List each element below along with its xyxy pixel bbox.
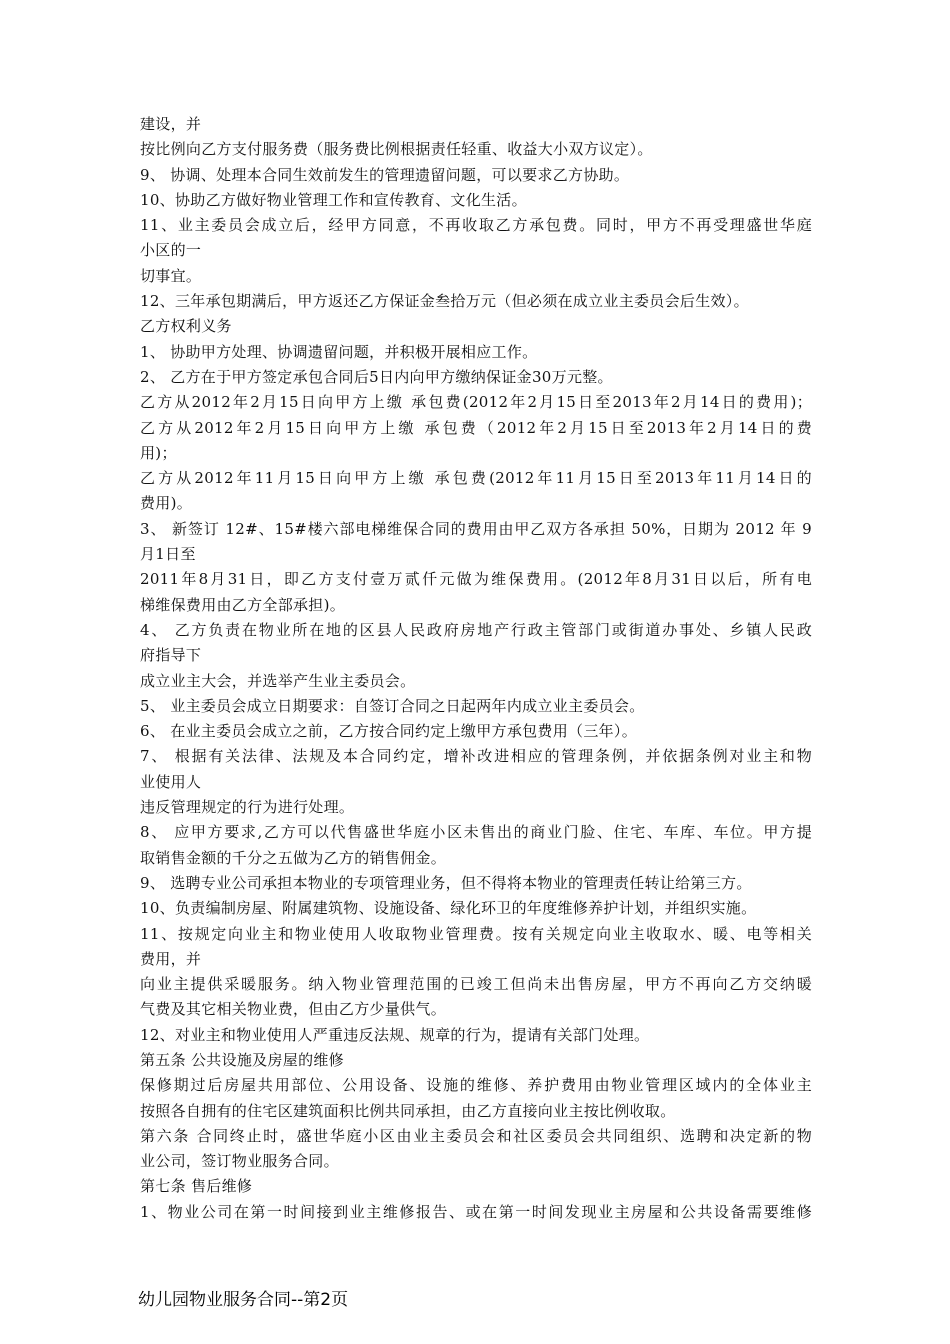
text-line: 11、业主委员会成立后，经甲方同意，不再收取乙方承包费。同时，甲方不再受理盛世华庭 bbox=[140, 216, 812, 235]
text-line: 8、 应甲方要求,乙方可以代售盛世华庭小区未售出的商业门脸、住宅、车库、车位。甲方提 bbox=[140, 823, 812, 842]
text-line: 乙方从2012年11月15日向甲方上缴 承包费(2012年11月15日至2013年11月14日的 bbox=[140, 469, 812, 488]
text-line: 7、 根据有关法律、法规及本合同约定，增补改进相应的管理条例，并依据条例对业主和物 bbox=[140, 747, 812, 766]
text-line: 费用，并 bbox=[140, 949, 202, 968]
text-line: 用)； bbox=[140, 443, 177, 462]
text-line: 2011年8月31日，即乙方支付壹万贰仟元做为维保费用。(2012年8月31日以后，所有电 bbox=[140, 570, 812, 589]
text-line: 按照各自拥有的住宅区建筑面积比例共同承担，由乙方直接向业主按比例收取。 bbox=[140, 1101, 676, 1120]
text-line: 9、 选聘专业公司承担本物业的专项管理业务，但不得将本物业的管理责任转让给第三方。 bbox=[140, 873, 752, 892]
text-line: 保修期过后房屋共用部位、公用设备、设施的维修、养护费用由物业管理区域内的全体业主 bbox=[140, 1076, 812, 1095]
text-line: 1、 协助甲方处理、协调遗留问题，并积极开展相应工作。 bbox=[140, 342, 538, 361]
text-line: 乙方从2012年2月15日向甲方上缴 承包费（2012年2月15日至2013年2月14日的费 bbox=[140, 418, 812, 437]
text-line: 第七条 售后维修 bbox=[140, 1177, 253, 1196]
text-line: 第五条 公共设施及房屋的维修 bbox=[140, 1050, 344, 1069]
text-line: 切事宜。 bbox=[140, 266, 202, 285]
text-line: 按比例向乙方支付服务费（服务费比例根据责任轻重、收益大小双方议定）。 bbox=[140, 140, 653, 159]
text-line: 建设，并 bbox=[140, 115, 202, 133]
text-line: 气费及其它相关物业费，但由乙方少量供气。 bbox=[140, 1000, 447, 1019]
text-line: 1、物业公司在第一时间接到业主维修报告、或在第一时间发现业主房屋和公共设备需要维修 bbox=[140, 1202, 812, 1221]
text-line: 业使用人 bbox=[140, 772, 202, 791]
text-line: 6、 在业主委员会成立之前，乙方按合同约定上缴甲方承包费用（三年）。 bbox=[140, 722, 638, 741]
text-line: 向业主提供采暖服务。纳入物业管理范围的已竣工但尚未出售房屋，甲方不再向乙方交纳暖 bbox=[140, 975, 812, 994]
text-line: 10、协助乙方做好物业管理工作和宣传教育、文化生活。 bbox=[140, 190, 527, 209]
text-line: 成立业主大会，并选举产生业主委员会。 bbox=[140, 671, 416, 690]
text-line: 乙方权利义务 bbox=[140, 317, 232, 336]
text-line: 业公司，签订物业服务合同。 bbox=[140, 1152, 339, 1171]
text-line: 月1日至 bbox=[140, 545, 196, 564]
text-line: 2、 乙方在于甲方签定承包合同后5日内向甲方缴纳保证金30万元整。 bbox=[140, 367, 613, 386]
text-line: 4、 乙方负责在物业所在地的区县人民政府房地产行政主管部门或街道办事处、乡镇人民政 bbox=[140, 620, 812, 639]
text-line: 梯维保费用由乙方全部承担)。 bbox=[140, 595, 346, 614]
text-line: 违反管理规定的行为进行处理。 bbox=[140, 798, 355, 817]
text-line: 小区的一 bbox=[140, 241, 202, 260]
text-line: 11、按规定向业主和物业使用人收取物业管理费。按有关规定向业主收取水、暖、电等相关 bbox=[140, 924, 812, 943]
page-footer: 幼儿园物业服务合同--第2页 bbox=[138, 1290, 349, 1310]
text-line: 乙方从2012年2月15日向甲方上缴 承包费(2012年2月15日至2013年2月14日的费用)； bbox=[140, 393, 812, 412]
text-line: 10、负责编制房屋、附属建筑物、设施设备、绿化环卫的年度维修养护计划，并组织实施。 bbox=[140, 899, 757, 918]
text-line: 3、 新签订 12#、15#楼六部电梯维保合同的费用由甲乙双方各承担 50%，日期为 2012 年 9 bbox=[140, 519, 812, 538]
document-body bbox=[140, 112, 812, 1225]
text-line: 12、三年承包期满后，甲方返还乙方保证金叁拾万元（但必须在成立业主委员会后生效）。 bbox=[140, 292, 749, 311]
text-line: 12、对业主和物业使用人严重违反法规、规章的行为，提请有关部门处理。 bbox=[140, 1025, 650, 1044]
text-line: 第六条 合同终止时，盛世华庭小区由业主委员会和社区委员会共同组织、选聘和决定新的物 bbox=[140, 1126, 812, 1145]
text-line: 5、 业主委员会成立日期要求：自签订合同之日起两年内成立业主委员会。 bbox=[140, 696, 645, 715]
text-line: 府指导下 bbox=[140, 646, 202, 665]
text-line: 9、 协调、处理本合同生效前发生的管理遗留问题，可以要求乙方协助。 bbox=[140, 165, 630, 184]
text-line: 费用)。 bbox=[140, 494, 193, 513]
text-line: 取销售金额的千分之五做为乙方的销售佣金。 bbox=[140, 848, 447, 867]
